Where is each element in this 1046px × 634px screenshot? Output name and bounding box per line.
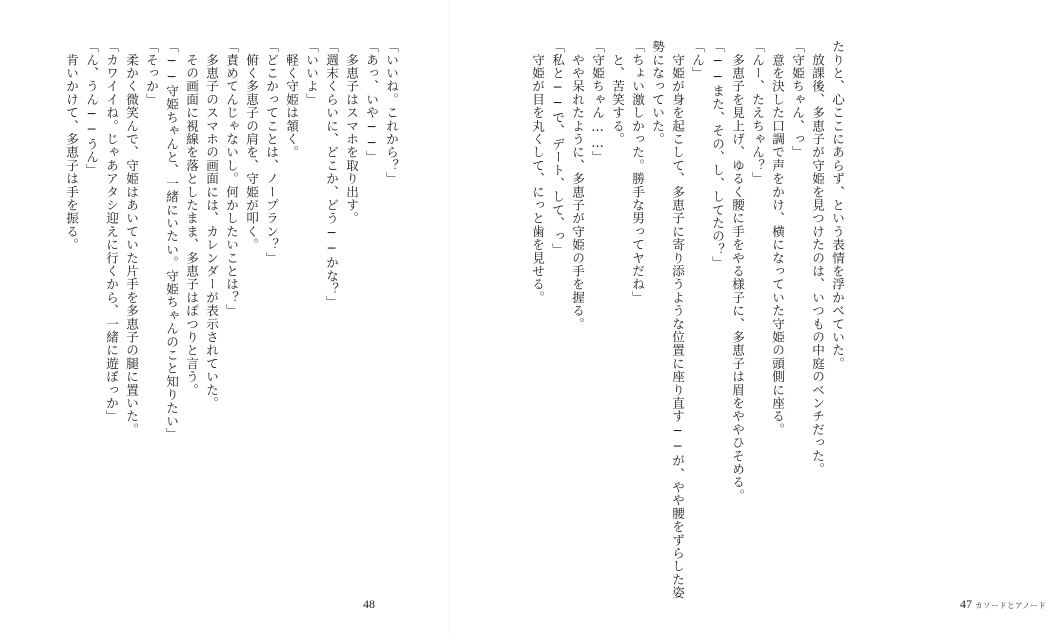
text-line: 柔かく微笑んで、守姫はあいていた片手を多恵子の腿に置いた。 [124,40,139,436]
left-page [0,0,450,634]
right-page [450,0,1046,634]
text-line: 「そっか」 [144,40,159,106]
text-line: 多恵子を見上げ、ゆるく腰に手をやる様子に、多恵子は眉をややひそめる。 [730,40,745,502]
text-line: 「週末くらいに、どこか、どう──かな？」 [324,40,339,309]
text-line: 「カワイイね。じゃあアタシ迎えに行くから、一緒に遊ぼっか」 [104,40,119,423]
text-line: 「んー、たえちゃん？」 [750,40,765,186]
text-line: 肯いかけて、多恵子は手を振る。 [64,40,79,252]
text-line: 「ちょい激しかった。勝手な男ってヤだね」 [630,40,645,304]
text-line: 守姫が身を起こして、多恵子に寄り添うような位置に座り直す──が、やや腰をずらした姿 [670,40,685,600]
text-line: 「──また、その、し、してたの？」 [710,40,725,270]
text-line: 勢になっていた。 [650,40,665,146]
text-line: 「いいね。これから？」 [384,40,399,186]
text-line: 「責めてんじゃないし。何かしたいことは？」 [224,40,239,318]
page-number: 47 [960,597,972,611]
page-footer [960,597,1046,612]
text-line: たりと、心ここにあらず、という表情を浮かべていた。 [830,40,845,370]
text-line: 「私と──で、デート、して、っ」 [550,40,565,256]
text-line: 放課後、多恵子が守姫を見つけたのは、いつもの中庭のベンチだった。 [810,40,825,476]
text-line: やや呆れたように、多恵子が守姫の手を握る。 [570,40,585,331]
text-line: 守姫が目を丸くして、にっと歯を見せる。 [530,40,545,304]
text-line: 「ん、うん──うん」 [84,40,99,177]
text-line: 軽く守姫は頷く。 [284,40,299,159]
text-line: 「いいよ」 [304,40,319,106]
text-line: その画面に視線を落としたまま、多恵子はぽつりと言う。 [184,40,199,397]
text-line: 「ん」 [690,40,705,80]
text-line: と、苦笑する。 [610,40,625,146]
text-line: 俯く多恵子の肩を、守姫が叩く。 [244,40,259,252]
text-line: 「あっ、いや──」 [364,40,379,164]
text-line: 多恵子のスマホの画面には、カレンダーが表示されていた。 [204,40,219,410]
text-line: 「守姫ちゃん、っ」 [790,40,805,159]
text-line: 意を決した口調で声をかけ、横になっていた守姫の頭側に座る。 [770,40,785,436]
text-line: 多恵子はスマホを取り出す。 [344,40,359,225]
text-line: 「守姫ちゃん……」 [590,40,605,164]
page-number: 48 [363,597,375,611]
running-title: カソードとアノード [975,601,1046,610]
text-line: 「どこかってことは、ノープラン？」 [264,40,279,265]
text-line: 「──守姫ちゃんと、一緒にいたい。守姫ちゃんのこと知りたい」 [164,40,179,441]
